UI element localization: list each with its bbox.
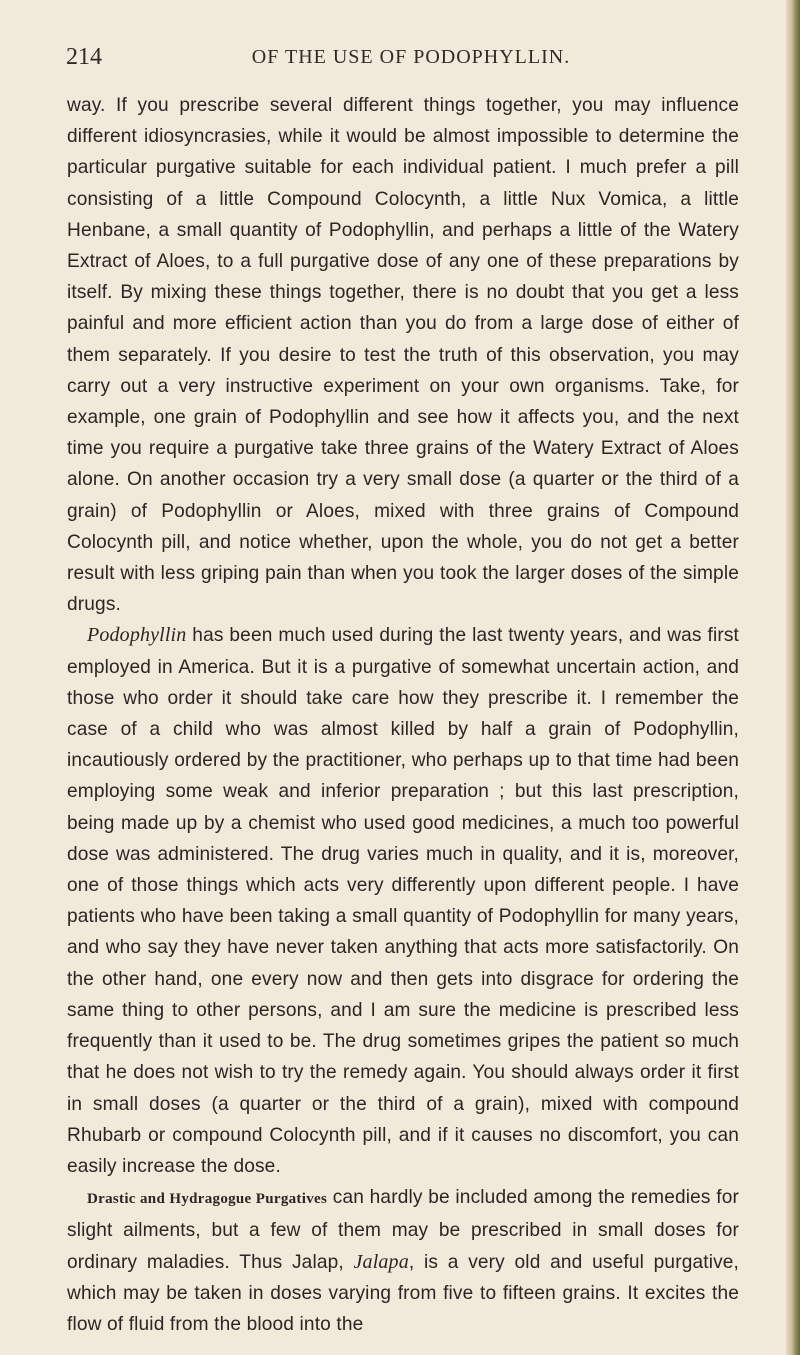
paragraph-2 <box>67 620 739 1182</box>
body-text <box>67 90 739 1340</box>
section-heading-drastic-purgatives: Drastic and Hydragogue Purgatives <box>87 1191 328 1208</box>
paragraph-2-text: has been much used during the last twenty years, and was first employed in America. But it is a purgative of somewhat uncertain action, and those who order it should take care how they prescribe it. I remember the case of a child who was almost killed by half a grain of Podophyllin, incautiously ordered by the practitioner, who perhaps up to that time had been employing some weak and inferior preparation ; but this last prescription, being made up by a chemist who used good medicines, a much too powerful dose was administered. The drug varies much in quality, and it is, moreover, one of those things which acts very differently upon different people. I have patients who have been taking a small quantity of Podophyllin for many years, and who say they have never taken anything that acts more satisfactorily. On the other hand, one every now and then gets into disgrace for ordering the same thing to other persons, and I am sure the medicine is prescribed less frequently than it used to be. The drug sometimes gripes the patient so much that he does not wish to try the remedy again. You should always order it first in small doses (a quarter or the third of a grain), mixed with compound Rhubarb or compound Colocynth pill, and if it causes no discomfort, you can easily increase the dose. <box>67 625 739 1177</box>
paragraph-3-text-start: can hardly be included among the remedies for slight ailments, but a few of them may be prescribed in small doses for ordinary maladies. Thus Jalap, <box>67 1187 739 1273</box>
paragraph-3-text-end: , is a very old and useful purgative, which may be taken in doses varying from five to fifteen grains. It excites the flow of fluid from the blood into the <box>67 1251 740 1335</box>
paragraph-3 <box>67 1182 739 1340</box>
page-number: 214 <box>66 44 102 70</box>
page-edge <box>786 0 800 1355</box>
paragraph-1: way. If you prescribe several different things together, you may influence different idiosyncrasies, while it would be almost impossible to determine the particular purgative suitable for each individual patient. I much prefer a pill consisting of a little Compound Colocynth, a little Nux Vomica, a little Henbane, a small quantity of Podophyllin, and perhaps a little of the Watery Extract of Aloes, to a full purgative dose of any one of these preparations by itself. By mixing these things together, there is no doubt that you get a less painful and more efficient action than you do from a large dose of either of them separately. If you desire to test the truth of this observation, you may carry out a very instructive experiment on your own organisms. Take, for example, one grain of Podophyllin and see how it affects you, and the next time you require a purgative take three grains of the Watery Extract of Aloes alone. On another occasion try a very small dose (a quarter or the third of a grain) of Podophyllin or Aloes, mixed with three grains of Compound Colocynth pill, and notice whether, upon the whole, you do not get a better result with less griping pain than when you took the larger doses of the simple drugs. <box>67 95 739 616</box>
running-title: OF THE USE OF PODOPHYLLIN. <box>251 46 571 68</box>
podophyllin-lead: Podophyllin <box>87 624 187 647</box>
running-header <box>66 44 736 74</box>
jalapa-latin: Jalapa <box>353 1250 409 1273</box>
